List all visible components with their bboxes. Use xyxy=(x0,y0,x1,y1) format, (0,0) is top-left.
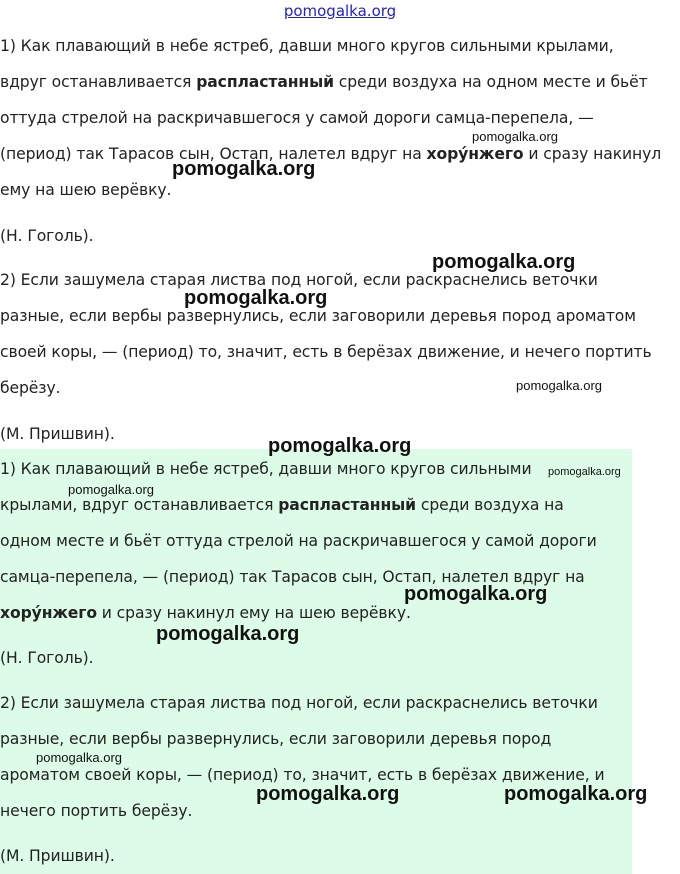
watermark: pomogalka.org xyxy=(516,378,602,393)
text-line: 1) Как плавающий в небе ястреб, давши много кругов сильными xyxy=(0,460,532,478)
watermark: pomogalka.org xyxy=(404,583,548,605)
watermark: pomogalka.org xyxy=(36,750,122,765)
watermark: pomogalka.org xyxy=(548,466,621,478)
text-line: самца-перепела, — (период) так Тарасов сын, Остап, налетел вдруг на xyxy=(0,568,585,586)
bold-word: хору́нжего xyxy=(426,145,524,163)
text-line xyxy=(0,495,564,515)
watermark: pomogalka.org xyxy=(268,435,412,457)
watermark: pomogalka.org xyxy=(472,129,558,144)
bold-word: распластанный xyxy=(278,496,416,514)
text-line: берёзу. xyxy=(0,379,61,397)
text-line xyxy=(0,144,661,164)
text-line: ему на шею верёвку. xyxy=(0,181,172,199)
text-line: разные, если вербы развернулись, если заговорили деревья пород ароматом xyxy=(0,307,636,325)
text-span: и сразу накинул ему на шею верёвку. xyxy=(96,604,411,622)
watermark: pomogalka.org xyxy=(256,783,400,805)
watermark: pomogalka.org xyxy=(156,623,300,645)
text-span: крылами, вдруг останавливается xyxy=(0,496,279,514)
text-span: вдруг останавливается xyxy=(0,73,197,91)
site-link[interactable]: pomogalka.org xyxy=(283,2,397,20)
watermark: pomogalka.org xyxy=(68,482,154,497)
bold-word: хору́нжего xyxy=(0,604,97,622)
text-line: 2) Если зашумела старая листва под ногой, если раскраснелись веточки xyxy=(0,271,598,289)
watermark: pomogalka.org xyxy=(172,158,316,180)
text-line xyxy=(0,603,411,623)
watermark: pomogalka.org xyxy=(184,287,328,309)
text-line: оттуда стрелой на раскричавшегося у самой дороги самца-перепела, — xyxy=(0,109,594,127)
text-line: нечего портить берёзу. xyxy=(0,802,193,820)
text-line: 2) Если зашумела старая листва под ногой, если раскраснелись веточки xyxy=(0,694,598,712)
watermark: pomogalka.org xyxy=(504,783,648,805)
attribution: (М. Пришвин). xyxy=(0,425,115,443)
attribution: (Н. Гоголь). xyxy=(0,649,94,667)
text-span: и сразу накинул xyxy=(523,145,662,163)
text-line: одном месте и бьёт оттуда стрелой на раскричавшегося у самой дороги xyxy=(0,532,597,550)
text-span: среди воздуха на xyxy=(415,496,564,514)
watermark: pomogalka.org xyxy=(432,251,576,273)
text-line: ароматом своей коры, — (период) то, значит, есть в берёзах движение, и xyxy=(0,766,605,784)
text-line: 1) Как плавающий в небе ястреб, давши много кругов сильными крылами, xyxy=(0,37,614,55)
text-line: своей коры, — (период) то, значит, есть в берёзах движение, и нечего портить xyxy=(0,343,652,361)
text-line xyxy=(0,72,648,92)
text-span: среди воздуха на одном месте и бьёт xyxy=(333,73,648,91)
attribution: (М. Пришвин). xyxy=(0,847,115,865)
text-line: разные, если вербы развернулись, если заговорили деревья пород xyxy=(0,730,552,748)
bold-word: распластанный xyxy=(196,73,334,91)
attribution: (Н. Гоголь). xyxy=(0,227,94,245)
text-span: (период) так Тарасов сын, Остап, налетел вдруг на xyxy=(0,145,427,163)
